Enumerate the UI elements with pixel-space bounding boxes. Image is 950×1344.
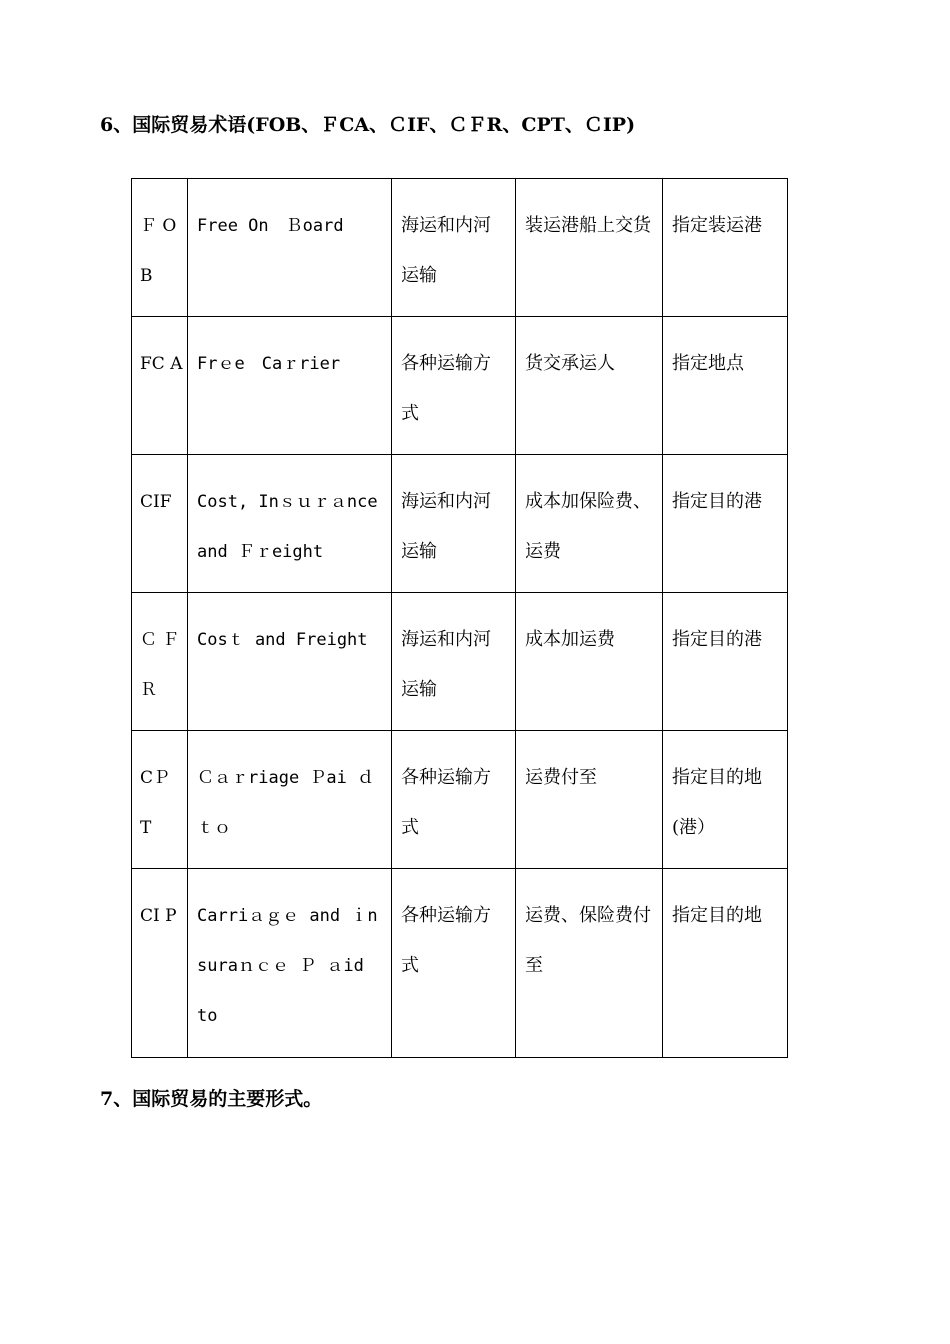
trade-terms-table	[131, 178, 788, 1058]
term-full-name: Cosｔ and Freight	[188, 593, 392, 731]
term-transport-mode: 各种运输方式	[392, 317, 516, 455]
term-abbreviation: CIF	[132, 455, 188, 593]
term-delivery: 装运港船上交货	[516, 179, 663, 317]
term-abbreviation: CI P	[132, 869, 188, 1058]
term-transport-mode: 各种运输方式	[392, 869, 516, 1058]
table-row	[132, 317, 788, 455]
table-row	[132, 593, 788, 731]
term-place: 指定目的港	[663, 455, 788, 593]
term-place: 指定目的地(港）	[663, 731, 788, 869]
term-abbreviation: Ｃ ＦＲ	[132, 593, 188, 731]
term-delivery: 成本加运费	[516, 593, 663, 731]
term-abbreviation: FC A	[132, 317, 188, 455]
table-row	[132, 869, 788, 1058]
term-abbreviation: Ｆ OB	[132, 179, 188, 317]
term-transport-mode: 海运和内河运输	[392, 593, 516, 731]
section-heading-trade-terms: 6、国际贸易术语(FOB、ＦCA、ＣIF、ＣＦR、CPT、ＣIP)	[100, 114, 636, 136]
term-full-name: Ｃａｒriage Ｐai ｄ ｔｏ	[188, 731, 392, 869]
term-place: 指定地点	[663, 317, 788, 455]
table-row	[132, 179, 788, 317]
table-row	[132, 455, 788, 593]
section-heading-trade-forms: 7、国际贸易的主要形式。	[100, 1088, 323, 1110]
term-full-name: Free On Ｂoard	[188, 179, 392, 317]
term-delivery: 成本加保险费、运费	[516, 455, 663, 593]
term-full-name: Carriａｇｅ and ｉnsuraｎｃｅ Ｐ ａid to	[188, 869, 392, 1058]
term-place: 指定装运港	[663, 179, 788, 317]
term-place: 指定目的港	[663, 593, 788, 731]
term-delivery: 运费付至	[516, 731, 663, 869]
term-full-name: Frｅe Caｒrier	[188, 317, 392, 455]
table-row	[132, 731, 788, 869]
term-place: 指定目的地	[663, 869, 788, 1058]
term-transport-mode: 各种运输方式	[392, 731, 516, 869]
term-transport-mode: 海运和内河运输	[392, 455, 516, 593]
term-transport-mode: 海运和内河运输	[392, 179, 516, 317]
term-full-name: Cost, Inｓｕｒａnce and Ｆｒeight	[188, 455, 392, 593]
term-abbreviation: CＰ T	[132, 731, 188, 869]
term-delivery: 货交承运人	[516, 317, 663, 455]
term-delivery: 运费、保险费付至	[516, 869, 663, 1058]
